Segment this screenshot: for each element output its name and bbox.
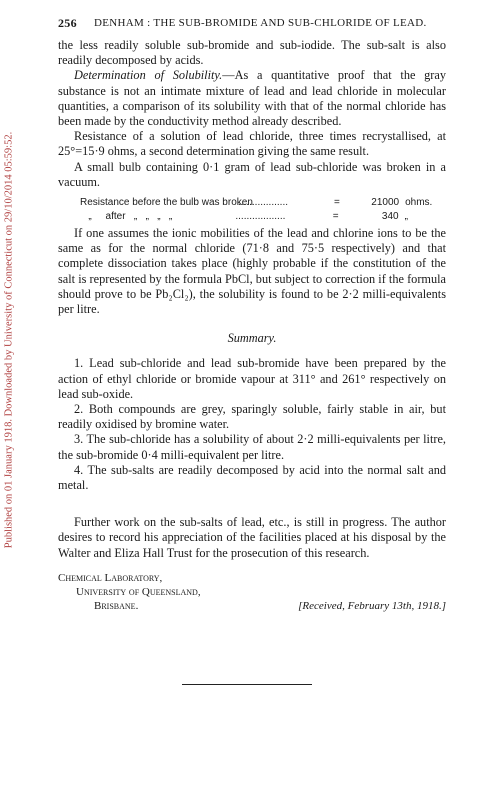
paragraph-continued: the less readily soluble sub-bromide and sub-iodide. The sub-salt is also readily decomposed by acids. xyxy=(58,38,446,68)
row-leader-dots: .................. xyxy=(238,197,289,209)
row-label: „ after „ „ „ „ xyxy=(80,211,173,223)
section-run-in-heading: Determination of Solubility. xyxy=(74,68,223,83)
paragraph-solubility-text: —As a quantitative proof that the gray substance is not an intimate mixture of lead and lead chloride in molecular quantities, a comparison of its solubility with that of the normal chloride has been made by the conductivity method already described. xyxy=(58,68,446,129)
address-block xyxy=(58,571,446,617)
paragraph-acknowledgement: Further work on the sub-salts of lead, etc., is still in progress. The author desires to record his appreciation of the facilities placed at his disposal by the Walter and Eliza Hall Trust for the prosecution of this research. xyxy=(58,515,446,560)
paragraph-solubility xyxy=(58,68,446,129)
address-line-3: Brisbane. xyxy=(94,599,139,612)
summary-item-4: 4. The sub-salts are readily decomposed by acid into the normal salt and metal. xyxy=(58,462,446,493)
row-unit: „ xyxy=(404,211,408,223)
address-line-1: Chemical Laboratory, xyxy=(58,571,163,584)
summary-item-2: 2. Both compounds are grey, sparingly soluble, fairly stable in air, but readily oxidised by bromine water. xyxy=(58,402,446,432)
table-row xyxy=(80,195,440,209)
summary-heading: Summary. xyxy=(227,331,277,346)
resistance-table xyxy=(80,195,440,223)
received-date: [Received, February 13th, 1918.] xyxy=(298,599,446,612)
summary-item-1: 1. Lead sub-chloride and lead sub-bromide have been prepared by the action of ethyl chloride or bromide vapour at 311° and 261° respectively on lead sub-oxide. xyxy=(58,356,446,401)
end-rule xyxy=(182,684,312,685)
page-number: 256 xyxy=(58,16,77,30)
paragraph-ionic-mobilities: If one assumes the ionic mobilities of the lead and chlorine ions to be the same as for the normal chloride (71·8 and 75·5 respectively) and that complete dissociation takes place (highly probable if the constitution of the salt is represented by the formula PbCl, but subject to correction if the formula should prove to be Pb₂Cl₂), the solubility is found to be 2·2 milli-equivalents per litre. xyxy=(58,226,446,317)
row-equals: = xyxy=(334,197,340,209)
row-label: Resistance before the bulb was broken xyxy=(80,197,253,209)
table-row xyxy=(80,209,440,223)
paragraph-resistance: Resistance of a solution of lead chloride, three times recrystallised, at 25°=15·9 ohms, a second determination giving the same result. xyxy=(58,129,446,159)
article-body xyxy=(58,38,446,617)
address-line-2: University of Queensland, xyxy=(76,585,201,598)
row-value: 340 xyxy=(381,211,399,223)
paragraph-bulb: A small bulb containing 0·1 gram of lead sub-chloride was broken in a vacuum. xyxy=(58,159,446,189)
download-notice: Published on 01 January 1918. Downloaded by University of Connecticut on 29/10/2014 05:59:52. xyxy=(3,131,15,549)
spacer xyxy=(58,493,446,515)
row-value: 21000 xyxy=(371,197,400,209)
row-leader-dots: .................. xyxy=(235,211,286,223)
summary-item-3: 3. The sub-chloride has a solubility of about 2·2 milli-equivalents per litre, the sub-bromide 0·4 milli-equivalent per litre. xyxy=(58,432,446,462)
running-header xyxy=(58,16,458,32)
row-unit: ohms. xyxy=(405,197,433,209)
publication-sidebar xyxy=(2,60,16,620)
row-equals: = xyxy=(332,211,339,223)
running-title: DENHAM : THE SUB-BROMIDE AND SUB-CHLORIDE OF LEAD. xyxy=(94,17,427,29)
